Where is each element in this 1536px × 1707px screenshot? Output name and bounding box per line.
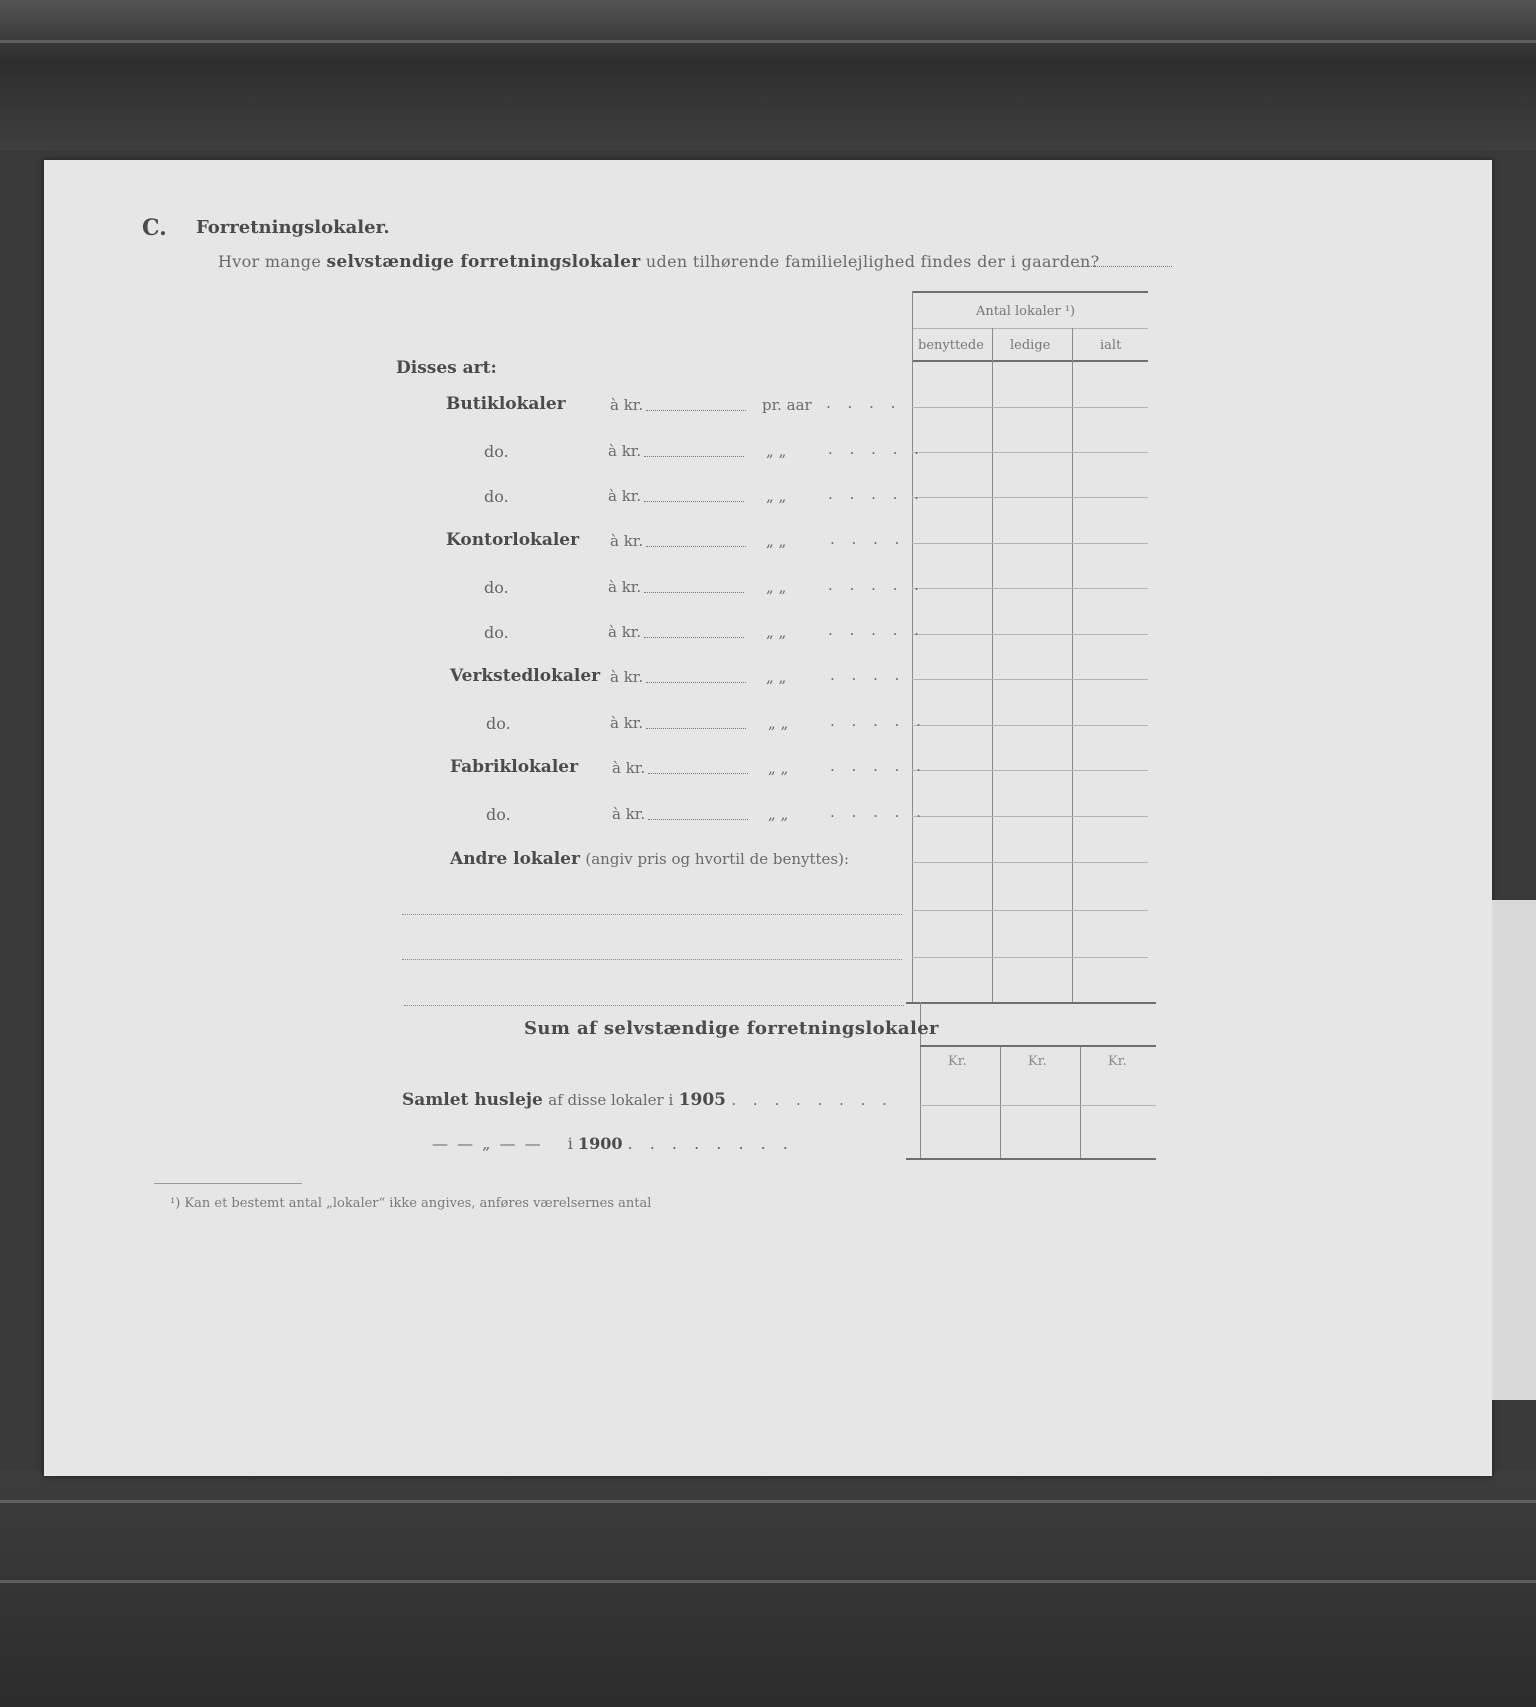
table-row-line: [912, 862, 1148, 863]
row-price-prefix: à kr.: [608, 442, 642, 460]
table-row-line: [912, 543, 1148, 544]
andre-label: Andre lokaler: [450, 849, 580, 869]
repeat-year: 1900: [577, 1134, 623, 1153]
table-row-line: [912, 816, 1148, 817]
sum-divider-2: [1080, 1045, 1081, 1158]
repeat-leader: . . . . . . . .: [627, 1134, 794, 1153]
row-period: „ „: [766, 623, 787, 641]
table-left-border: [912, 291, 913, 1004]
row-price-prefix: à kr.: [612, 805, 646, 823]
row-label: Fabriklokaler: [450, 757, 579, 777]
kr-label-3: Kr.: [1108, 1054, 1127, 1069]
row-period: „ „: [766, 668, 787, 686]
question-emphasis: selvstændige forretningslokaler: [326, 252, 641, 272]
row-price-field[interactable]: [646, 410, 746, 411]
row-price-prefix: à kr.: [610, 668, 644, 686]
scan-background-top: [0, 0, 1536, 150]
table-header-divider: [912, 328, 1148, 329]
row-label: do.: [484, 442, 509, 461]
table-row-line: [912, 725, 1148, 726]
row-price-prefix: à kr.: [610, 396, 644, 414]
question-text: [218, 252, 1100, 272]
row-label: do.: [484, 623, 509, 642]
ditto-dashes: — — „ — —: [432, 1134, 543, 1153]
column-header-ledige: ledige: [1010, 338, 1051, 353]
row-price-field[interactable]: [644, 456, 744, 457]
table-row-line: [912, 452, 1148, 453]
table-row-line: [912, 588, 1148, 589]
row-period: „ „: [766, 532, 787, 550]
samlet-mid: af disse lokaler i: [548, 1091, 674, 1109]
row-leader: . . . . .: [830, 712, 927, 730]
sum-divider-1: [1000, 1045, 1001, 1158]
row-period: „ „: [766, 487, 787, 505]
column-divider-2: [1072, 328, 1073, 1004]
samlet-label: Samlet husleje: [402, 1090, 543, 1110]
scan-streak: [0, 1500, 1536, 1503]
table-row-line: [912, 497, 1148, 498]
row-label: do.: [486, 714, 511, 733]
footnote: ¹) Kan et bestemt antal „lokaler“ ikke angives, anføres værelsernes antal: [170, 1196, 652, 1211]
row-price-field[interactable]: [646, 546, 746, 547]
row-price-prefix: à kr.: [608, 487, 642, 505]
adjacent-page-edge: [1492, 900, 1536, 1400]
row-price-prefix: à kr.: [608, 578, 642, 596]
repeat-i: i: [567, 1134, 573, 1153]
sum-label: Sum af selvstændige forretningslokaler: [524, 1018, 939, 1039]
row-leader: . . . . .: [830, 803, 927, 821]
table-header-bottom-rule: [912, 360, 1148, 362]
row-price-prefix: à kr.: [610, 714, 644, 732]
row-label: do.: [484, 578, 509, 597]
rent-bottom-rule: [906, 1158, 1156, 1160]
row-label: do.: [486, 805, 511, 824]
rent-row-line: [920, 1105, 1156, 1106]
row-price-field[interactable]: [644, 501, 744, 502]
row-leader: . . . . .: [828, 621, 925, 639]
row-leader: . . . .: [826, 394, 902, 412]
column-divider-1: [992, 328, 993, 1004]
andre-note: (angiv pris og hvortil de benyttes):: [585, 850, 850, 868]
row-period: pr. aar: [762, 396, 812, 414]
disses-art-label: Disses art:: [396, 358, 497, 378]
samlet-husleje-1900: [432, 1134, 794, 1153]
row-price-prefix: à kr.: [608, 623, 642, 641]
row-leader: . . . .: [830, 666, 906, 684]
row-leader: . . . . .: [828, 576, 925, 594]
samlet-husleje-1905: [402, 1090, 893, 1110]
row-leader: . . . . .: [828, 440, 925, 458]
table-row-line: [912, 957, 1148, 958]
row-price-field[interactable]: [646, 682, 746, 683]
question-answer-field[interactable]: [1078, 266, 1172, 267]
row-price-field[interactable]: [644, 592, 744, 593]
section-letter: C.: [142, 215, 167, 241]
samlet-year: 1905: [678, 1090, 726, 1110]
row-leader: . . . .: [830, 530, 906, 548]
row-period: „ „: [768, 714, 789, 732]
question-post: uden tilhørende familielejlighed findes der i gaarden?: [645, 252, 1100, 271]
row-price-prefix: à kr.: [612, 759, 646, 777]
footnote-rule: [154, 1183, 302, 1184]
row-price-field[interactable]: [648, 773, 748, 774]
table-row-line: [912, 634, 1148, 635]
scan-background-bottom: [0, 1470, 1536, 1707]
row-period: „ „: [766, 578, 787, 596]
table-top-rule: [912, 291, 1148, 293]
row-price-prefix: à kr.: [610, 532, 644, 550]
column-header-benyttede: benyttede: [918, 338, 984, 353]
column-header-ialt: ialt: [1100, 338, 1122, 353]
table-sum-rule: [906, 1002, 1156, 1004]
row-period: „ „: [768, 759, 789, 777]
row-period: „ „: [768, 805, 789, 823]
row-price-field[interactable]: [644, 637, 744, 638]
column-group-header: Antal lokaler ¹): [976, 304, 1076, 319]
scan-streak: [0, 40, 1536, 43]
table-row-line: [912, 770, 1148, 771]
samlet-leader: . . . . . . . .: [731, 1091, 893, 1109]
row-period: „ „: [766, 442, 787, 460]
andre-write-line-1[interactable]: [402, 914, 902, 915]
row-label: Kontorlokaler: [446, 530, 580, 550]
section-title: Forretningslokaler.: [196, 217, 390, 238]
row-leader: . . . . .: [830, 757, 927, 775]
question-pre: Hvor mange: [218, 252, 322, 271]
row-label: Verkstedlokaler: [450, 666, 601, 686]
kr-label-1: Kr.: [948, 1054, 967, 1069]
table-row-line: [912, 679, 1148, 680]
row-price-field[interactable]: [648, 819, 748, 820]
andre-write-line-3[interactable]: [404, 1005, 904, 1006]
scan-streak: [0, 1580, 1536, 1583]
table-row-line: [912, 910, 1148, 911]
row-leader: . . . . .: [828, 485, 925, 503]
kr-label-2: Kr.: [1028, 1054, 1047, 1069]
row-price-field[interactable]: [646, 728, 746, 729]
table-row-line: [912, 407, 1148, 408]
andre-write-line-2[interactable]: [402, 959, 902, 960]
row-andre-lokaler: [450, 849, 849, 869]
sum-bottom-rule: [920, 1045, 1156, 1047]
row-label: do.: [484, 487, 509, 506]
row-label: Butiklokaler: [446, 394, 566, 414]
